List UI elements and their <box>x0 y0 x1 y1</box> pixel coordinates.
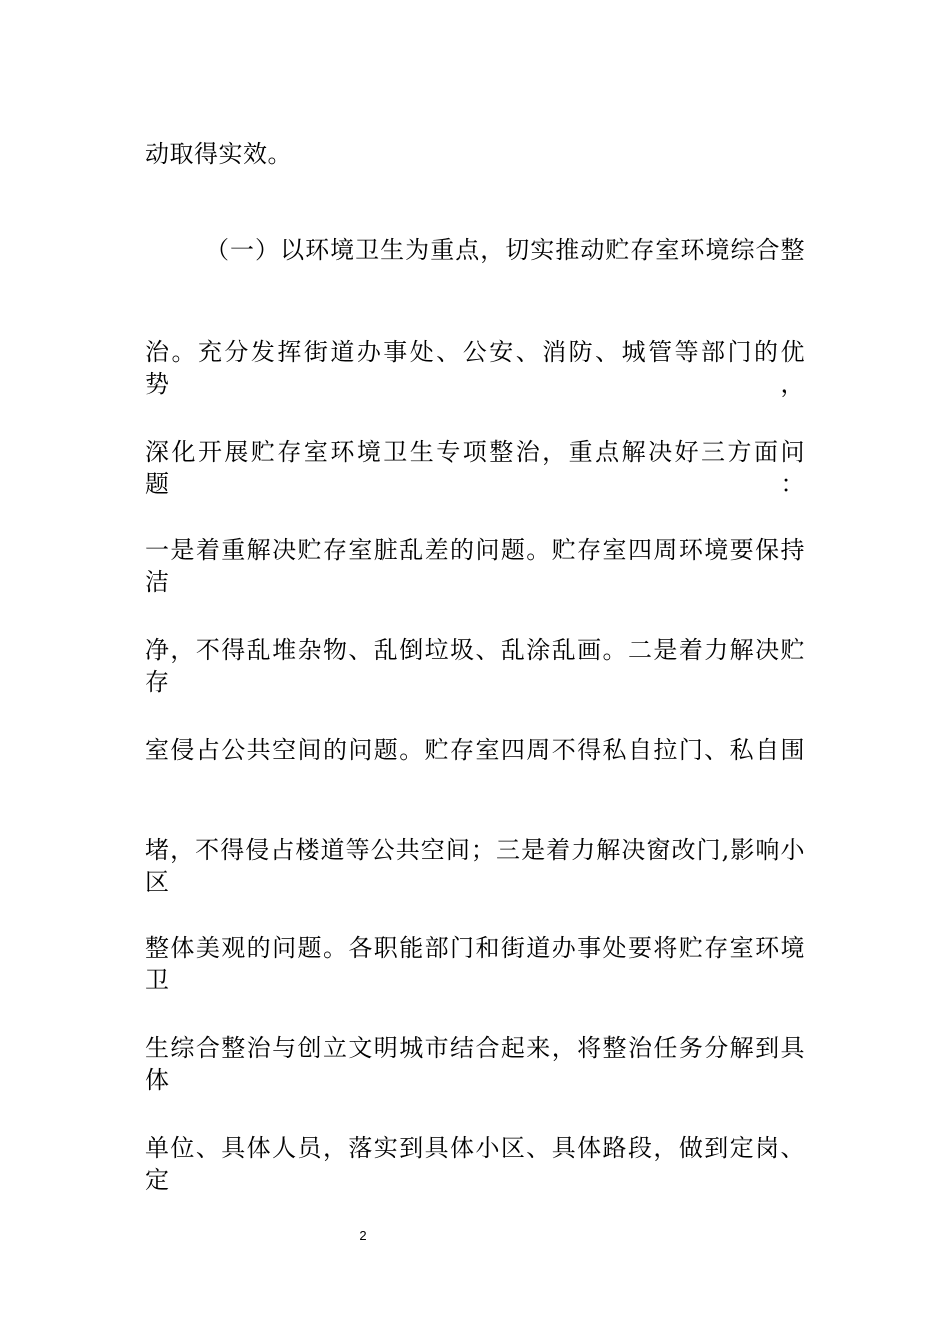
paragraph-line: 生综合整治与创立文明城市结合起来，将整治任务分解到具体 <box>145 1034 805 1094</box>
paragraph-line: 治。充分发挥街道办事处、公安、消防、城管等部门的优势， <box>145 338 805 398</box>
paragraph-line: 整体美观的问题。各职能部门和街道办事处要将贮存室环境卫 <box>145 934 805 994</box>
page-number: 2 <box>359 1228 367 1243</box>
paragraph-line: 深化开展贮存室环境卫生专项整治，重点解决好三方面问题： <box>145 438 805 498</box>
paragraph-line: 单位、具体人员，落实到具体小区、具体路段，做到定岗、定 <box>145 1134 805 1194</box>
section-heading-line: （一）以环境卫生为重点，切实推动贮存室环境综合整 <box>205 236 805 264</box>
paragraph-line: 净，不得乱堆杂物、乱倒垃圾、乱涂乱画。二是着力解决贮存 <box>145 636 805 696</box>
paragraph-line: 堵，不得侵占楼道等公共空间；三是着力解决窗改门,影响小区 <box>145 836 805 896</box>
paragraph-line: 一是着重解决贮存室脏乱差的问题。贮存室四周环境要保持洁 <box>145 536 805 596</box>
paragraph-line: 动取得实效。 <box>145 140 292 168</box>
paragraph-line: 室侵占公共空间的问题。贮存室四周不得私自拉门、私自围 <box>145 736 805 764</box>
